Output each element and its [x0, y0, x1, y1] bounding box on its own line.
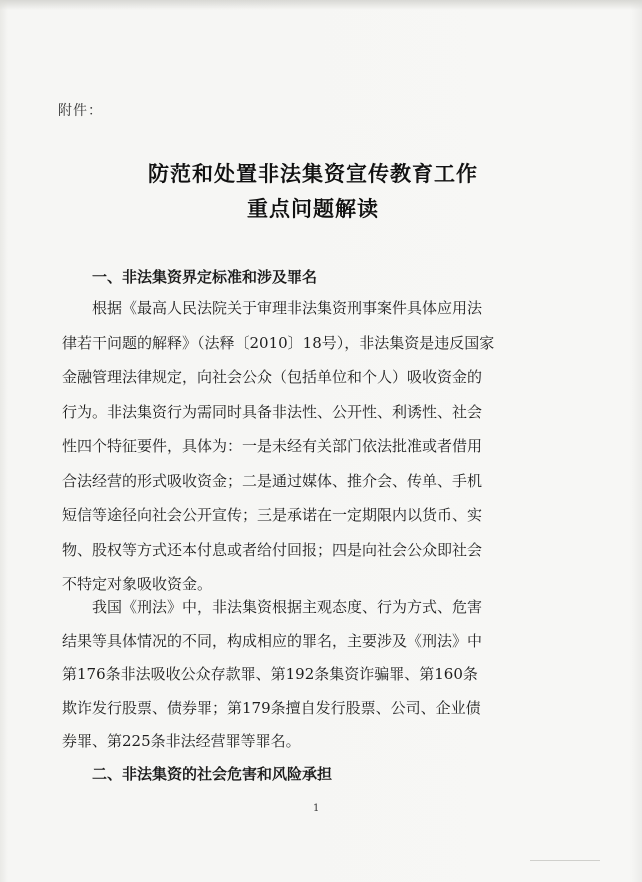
paragraph-line: 物、股权等方式还本付息或者给付回报；四是向社会公众即社会: [62, 540, 483, 559]
paragraph-line: 根据《最高人民法院关于审理非法集资刑事案件具体应用法: [92, 299, 483, 317]
paragraph-line: 我国《刑法》中，非法集资根据主观态度、行为方式、危害: [92, 598, 483, 616]
paragraph-line: 结果等具体情况的不同，构成相应的罪名，主要涉及《刑法》中: [62, 631, 483, 650]
paragraph-line: 欺诈发行股票、债券罪；第179条擅自发行股票、公司、企业债: [62, 698, 481, 717]
attachment-label: 附件：: [58, 103, 103, 119]
paragraph-line: 合法经营的形式吸收资金；二是通过媒体、推介会、传单、手机: [62, 471, 483, 490]
scan-mark: [530, 860, 600, 861]
document-title-line-1: 防范和处置非法集资宣传教育工作: [148, 161, 478, 186]
paragraph-line: 行为。非法集资行为需同时具备非法性、公开性、利诱性、社会: [62, 402, 483, 421]
paragraph-line: 律若干问题的解释》（法释〔2010〕18号），非法集资是违反国家: [62, 333, 495, 352]
paragraph-line: 不特定对象吸收资金。: [62, 575, 213, 593]
page-number: 1: [313, 803, 320, 814]
scan-edge-shadow: [0, 0, 642, 10]
paragraph-line: 性四个特征要件，具体为：一是未经有关部门依法批准或者借用: [62, 437, 483, 455]
paragraph-line: 短信等途径向社会公开宣传；三是承诺在一定期限内以货币、实: [62, 506, 483, 524]
paragraph-line: 金融管理法律规定，向社会公众（包括单位和个人）吸收资金的: [62, 368, 483, 386]
section-1-heading: 一、非法集资界定标准和涉及罪名: [92, 268, 318, 286]
paragraph-line: 第176条非法吸收公众存款罪、第192条集资诈骗罪、第160条: [62, 665, 478, 683]
section-2-heading: 二、非法集资的社会危害和风险承担: [92, 765, 333, 783]
paragraph-line: 券罪、第225条非法经营罪等罪名。: [62, 732, 301, 750]
document-title-line-2: 重点问题解读: [247, 196, 379, 221]
